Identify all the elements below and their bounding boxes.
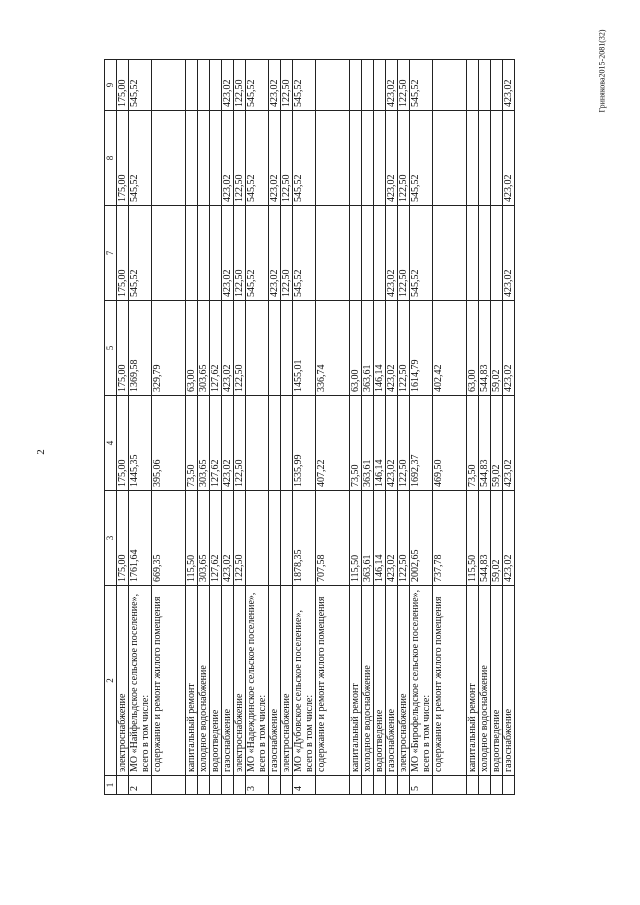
table-row bbox=[386, 60, 398, 795]
value-cell: 59,02 bbox=[491, 396, 503, 491]
value-cell bbox=[491, 111, 503, 206]
value-cell bbox=[198, 60, 210, 111]
value-cell: 737,78 bbox=[433, 491, 467, 586]
table-row bbox=[186, 60, 198, 795]
indicator-name-cell: газоснабжение bbox=[222, 586, 234, 776]
indicator-name-cell: электроснабжение bbox=[117, 586, 129, 776]
value-cell: 303,65 bbox=[198, 301, 210, 396]
table-row bbox=[269, 60, 281, 795]
value-cell bbox=[316, 60, 350, 111]
table-row bbox=[467, 60, 479, 795]
value-cell: 423,02 bbox=[503, 206, 515, 301]
value-cell bbox=[362, 60, 374, 111]
value-cell bbox=[269, 301, 281, 396]
value-cell: 122,50 bbox=[234, 111, 246, 206]
value-cell bbox=[152, 111, 186, 206]
value-cell: 423,02 bbox=[222, 206, 234, 301]
row-number-cell bbox=[350, 776, 362, 795]
value-cell: 122,50 bbox=[398, 111, 410, 206]
value-cell: 175,00 bbox=[117, 60, 129, 111]
value-cell: 122,50 bbox=[281, 206, 293, 301]
row-number-cell bbox=[117, 776, 129, 795]
value-cell bbox=[433, 111, 467, 206]
value-cell bbox=[316, 111, 350, 206]
value-cell: 122,50 bbox=[398, 206, 410, 301]
value-cell: 73,50 bbox=[186, 396, 198, 491]
header-cell: 4 bbox=[105, 396, 117, 491]
indicator-name-cell: МО «Бирофельдское сельское поселение», всего в том числе: bbox=[410, 586, 433, 776]
value-cell bbox=[467, 111, 479, 206]
header-cell: 1 bbox=[105, 776, 117, 795]
value-cell: 336,74 bbox=[316, 301, 350, 396]
value-cell: 545,52 bbox=[246, 60, 269, 111]
value-cell bbox=[186, 206, 198, 301]
table-row bbox=[491, 60, 503, 795]
indicator-name-cell: МО «Найфельдское сельское поселение», всего в том числе: bbox=[129, 586, 152, 776]
header-row bbox=[105, 60, 117, 795]
value-cell: 1761,64 bbox=[129, 491, 152, 586]
value-cell: 544,83 bbox=[479, 396, 491, 491]
value-cell: 469,50 bbox=[433, 396, 467, 491]
row-number-cell bbox=[234, 776, 246, 795]
value-cell: 423,02 bbox=[503, 60, 515, 111]
value-cell: 146,14 bbox=[374, 396, 386, 491]
value-cell bbox=[246, 396, 269, 491]
row-number-cell: 2 bbox=[129, 776, 152, 795]
value-cell: 122,50 bbox=[398, 60, 410, 111]
indicator-name-cell: газоснабжение bbox=[503, 586, 515, 776]
value-cell: 122,50 bbox=[234, 206, 246, 301]
value-cell: 544,83 bbox=[479, 301, 491, 396]
row-number-cell bbox=[362, 776, 374, 795]
value-cell: 423,02 bbox=[503, 491, 515, 586]
value-cell: 545,52 bbox=[129, 111, 152, 206]
value-cell: 175,00 bbox=[117, 301, 129, 396]
table-body bbox=[105, 60, 515, 795]
table-row bbox=[293, 60, 316, 795]
indicator-name-cell: водоотведение bbox=[210, 586, 222, 776]
value-cell: 423,02 bbox=[222, 301, 234, 396]
value-cell bbox=[210, 206, 222, 301]
value-cell bbox=[210, 111, 222, 206]
value-cell: 423,02 bbox=[269, 111, 281, 206]
header-cell: 8 bbox=[105, 111, 117, 206]
value-cell: 423,02 bbox=[222, 60, 234, 111]
value-cell: 63,00 bbox=[350, 301, 362, 396]
table-row bbox=[234, 60, 246, 795]
value-cell: 175,00 bbox=[117, 111, 129, 206]
value-cell bbox=[374, 206, 386, 301]
value-cell: 423,02 bbox=[269, 60, 281, 111]
value-cell: 146,14 bbox=[374, 491, 386, 586]
indicator-name-cell: содержание и ремонт жилого помещения bbox=[152, 586, 186, 776]
value-cell: 122,50 bbox=[234, 491, 246, 586]
table-row bbox=[479, 60, 491, 795]
value-cell: 329,79 bbox=[152, 301, 186, 396]
value-cell bbox=[281, 491, 293, 586]
value-cell: 545,52 bbox=[410, 60, 433, 111]
value-cell: 73,50 bbox=[350, 396, 362, 491]
value-cell bbox=[269, 396, 281, 491]
table-row bbox=[246, 60, 269, 795]
value-cell: 423,02 bbox=[222, 111, 234, 206]
value-cell: 122,50 bbox=[234, 396, 246, 491]
table-row bbox=[117, 60, 129, 795]
value-cell bbox=[362, 206, 374, 301]
value-cell: 545,52 bbox=[246, 206, 269, 301]
indicator-name-cell: газоснабжение bbox=[386, 586, 398, 776]
value-cell bbox=[350, 60, 362, 111]
value-cell bbox=[246, 491, 269, 586]
table-row bbox=[503, 60, 515, 795]
row-number-cell bbox=[374, 776, 386, 795]
value-cell bbox=[491, 60, 503, 111]
value-cell: 127,62 bbox=[210, 491, 222, 586]
table-row bbox=[281, 60, 293, 795]
value-cell: 423,02 bbox=[386, 396, 398, 491]
value-cell: 1878,35 bbox=[293, 491, 316, 586]
value-cell: 1369,58 bbox=[129, 301, 152, 396]
indicator-name-cell: электроснабжение bbox=[281, 586, 293, 776]
value-cell: 127,62 bbox=[210, 301, 222, 396]
value-cell: 545,52 bbox=[410, 111, 433, 206]
value-cell: 115,50 bbox=[467, 491, 479, 586]
row-number-cell bbox=[281, 776, 293, 795]
value-cell bbox=[198, 206, 210, 301]
value-cell: 545,52 bbox=[410, 206, 433, 301]
value-cell: 423,02 bbox=[386, 491, 398, 586]
row-number-cell bbox=[479, 776, 491, 795]
table-row bbox=[152, 60, 186, 795]
header-cell: 7 bbox=[105, 206, 117, 301]
value-cell: 545,52 bbox=[293, 206, 316, 301]
table-row bbox=[433, 60, 467, 795]
value-cell: 122,50 bbox=[281, 111, 293, 206]
value-cell: 395,06 bbox=[152, 396, 186, 491]
value-cell bbox=[479, 206, 491, 301]
value-cell: 363,61 bbox=[362, 301, 374, 396]
indicator-name-cell: газоснабжение bbox=[269, 586, 281, 776]
value-cell bbox=[198, 111, 210, 206]
value-cell: 175,00 bbox=[117, 206, 129, 301]
tariff-table bbox=[104, 59, 515, 795]
value-cell: 122,50 bbox=[398, 491, 410, 586]
value-cell bbox=[479, 111, 491, 206]
table-row bbox=[410, 60, 433, 795]
indicator-name-cell: содержание и ремонт жилого помещения bbox=[433, 586, 467, 776]
indicator-name-cell: электроснабжение bbox=[234, 586, 246, 776]
row-number-cell bbox=[467, 776, 479, 795]
value-cell: 545,52 bbox=[293, 60, 316, 111]
value-cell bbox=[433, 206, 467, 301]
row-number-cell bbox=[503, 776, 515, 795]
value-cell bbox=[491, 206, 503, 301]
indicator-name-cell: содержание и ремонт жилого помещения bbox=[316, 586, 350, 776]
value-cell bbox=[374, 60, 386, 111]
row-number-cell bbox=[386, 776, 398, 795]
value-cell: 407,22 bbox=[316, 396, 350, 491]
document-code: Гринякова2015-2081(32) bbox=[597, 29, 607, 113]
value-cell bbox=[186, 111, 198, 206]
row-number-cell bbox=[152, 776, 186, 795]
value-cell: 2002,65 bbox=[410, 491, 433, 586]
table-row bbox=[374, 60, 386, 795]
indicator-name-cell: холодное водоснабжение bbox=[479, 586, 491, 776]
value-cell: 73,50 bbox=[467, 396, 479, 491]
value-cell bbox=[350, 111, 362, 206]
indicator-name-cell: электроснабжение bbox=[398, 586, 410, 776]
value-cell: 127,62 bbox=[210, 396, 222, 491]
row-number-cell: 4 bbox=[293, 776, 316, 795]
value-cell bbox=[362, 111, 374, 206]
value-cell: 303,65 bbox=[198, 491, 210, 586]
value-cell: 545,52 bbox=[246, 111, 269, 206]
value-cell bbox=[246, 301, 269, 396]
value-cell bbox=[152, 60, 186, 111]
indicator-name-cell: МО «Дубовское сельское поселение», всего в том числе: bbox=[293, 586, 316, 776]
value-cell: 115,50 bbox=[350, 491, 362, 586]
value-cell bbox=[374, 111, 386, 206]
table-row bbox=[398, 60, 410, 795]
value-cell bbox=[269, 491, 281, 586]
indicator-name-cell: холодное водоснабжение bbox=[362, 586, 374, 776]
value-cell: 122,50 bbox=[398, 301, 410, 396]
row-number-cell bbox=[210, 776, 222, 795]
row-number-cell bbox=[222, 776, 234, 795]
value-cell: 423,02 bbox=[503, 396, 515, 491]
value-cell: 146,14 bbox=[374, 301, 386, 396]
value-cell: 115,50 bbox=[186, 491, 198, 586]
value-cell bbox=[186, 60, 198, 111]
table-row bbox=[350, 60, 362, 795]
value-cell: 1614,79 bbox=[410, 301, 433, 396]
value-cell: 122,50 bbox=[398, 396, 410, 491]
value-cell: 423,02 bbox=[386, 111, 398, 206]
value-cell: 1535,99 bbox=[293, 396, 316, 491]
value-cell: 1445,35 bbox=[129, 396, 152, 491]
value-cell bbox=[467, 60, 479, 111]
page-number: 2 bbox=[35, 449, 47, 455]
row-number-cell bbox=[433, 776, 467, 795]
value-cell: 122,50 bbox=[281, 60, 293, 111]
table-row bbox=[362, 60, 374, 795]
row-number-cell: 3 bbox=[246, 776, 269, 795]
row-number-cell bbox=[186, 776, 198, 795]
value-cell: 545,52 bbox=[293, 111, 316, 206]
value-cell: 122,50 bbox=[234, 301, 246, 396]
value-cell bbox=[433, 60, 467, 111]
value-cell bbox=[152, 206, 186, 301]
value-cell bbox=[281, 301, 293, 396]
value-cell: 423,02 bbox=[386, 206, 398, 301]
value-cell: 707,58 bbox=[316, 491, 350, 586]
value-cell: 423,02 bbox=[386, 60, 398, 111]
indicator-name-cell: холодное водоснабжение bbox=[198, 586, 210, 776]
value-cell bbox=[281, 396, 293, 491]
table-row bbox=[198, 60, 210, 795]
indicator-name-cell: водоотведение bbox=[491, 586, 503, 776]
value-cell: 423,02 bbox=[386, 301, 398, 396]
value-cell: 544,83 bbox=[479, 491, 491, 586]
header-cell: 9 bbox=[105, 60, 117, 111]
value-cell: 363,61 bbox=[362, 396, 374, 491]
value-cell: 423,02 bbox=[269, 206, 281, 301]
indicator-name-cell: водоотведение bbox=[374, 586, 386, 776]
value-cell: 1692,37 bbox=[410, 396, 433, 491]
value-cell: 423,02 bbox=[503, 301, 515, 396]
value-cell: 63,00 bbox=[467, 301, 479, 396]
value-cell bbox=[316, 206, 350, 301]
value-cell: 402,42 bbox=[433, 301, 467, 396]
value-cell: 423,02 bbox=[222, 491, 234, 586]
row-number-cell bbox=[269, 776, 281, 795]
table-row bbox=[210, 60, 222, 795]
value-cell: 545,52 bbox=[129, 206, 152, 301]
value-cell: 1455,01 bbox=[293, 301, 316, 396]
value-cell: 303,65 bbox=[198, 396, 210, 491]
indicator-name-cell: капитальный ремонт bbox=[350, 586, 362, 776]
indicator-name-cell: капитальный ремонт bbox=[467, 586, 479, 776]
value-cell: 669,35 bbox=[152, 491, 186, 586]
value-cell: 175,00 bbox=[117, 491, 129, 586]
header-cell: 5 bbox=[105, 301, 117, 396]
value-cell: 423,02 bbox=[222, 396, 234, 491]
value-cell: 363,61 bbox=[362, 491, 374, 586]
value-cell: 122,50 bbox=[234, 60, 246, 111]
value-cell: 423,02 bbox=[503, 111, 515, 206]
value-cell: 59,02 bbox=[491, 491, 503, 586]
value-cell bbox=[350, 206, 362, 301]
table-row bbox=[316, 60, 350, 795]
row-number-cell bbox=[316, 776, 350, 795]
row-number-cell bbox=[198, 776, 210, 795]
value-cell bbox=[467, 206, 479, 301]
indicator-name-cell: МО «Надеждинское сельское поселение», всего в том числе: bbox=[246, 586, 269, 776]
value-cell: 59,02 bbox=[491, 301, 503, 396]
value-cell: 63,00 bbox=[186, 301, 198, 396]
table-row bbox=[129, 60, 152, 795]
row-number-cell bbox=[491, 776, 503, 795]
value-cell: 545,52 bbox=[129, 60, 152, 111]
table-row bbox=[222, 60, 234, 795]
row-number-cell: 5 bbox=[410, 776, 433, 795]
indicator-name-cell: капитальный ремонт bbox=[186, 586, 198, 776]
value-cell bbox=[479, 60, 491, 111]
row-number-cell bbox=[398, 776, 410, 795]
header-cell: 3 bbox=[105, 491, 117, 586]
header-cell: 2 bbox=[105, 586, 117, 776]
value-cell bbox=[210, 60, 222, 111]
value-cell: 175,00 bbox=[117, 396, 129, 491]
